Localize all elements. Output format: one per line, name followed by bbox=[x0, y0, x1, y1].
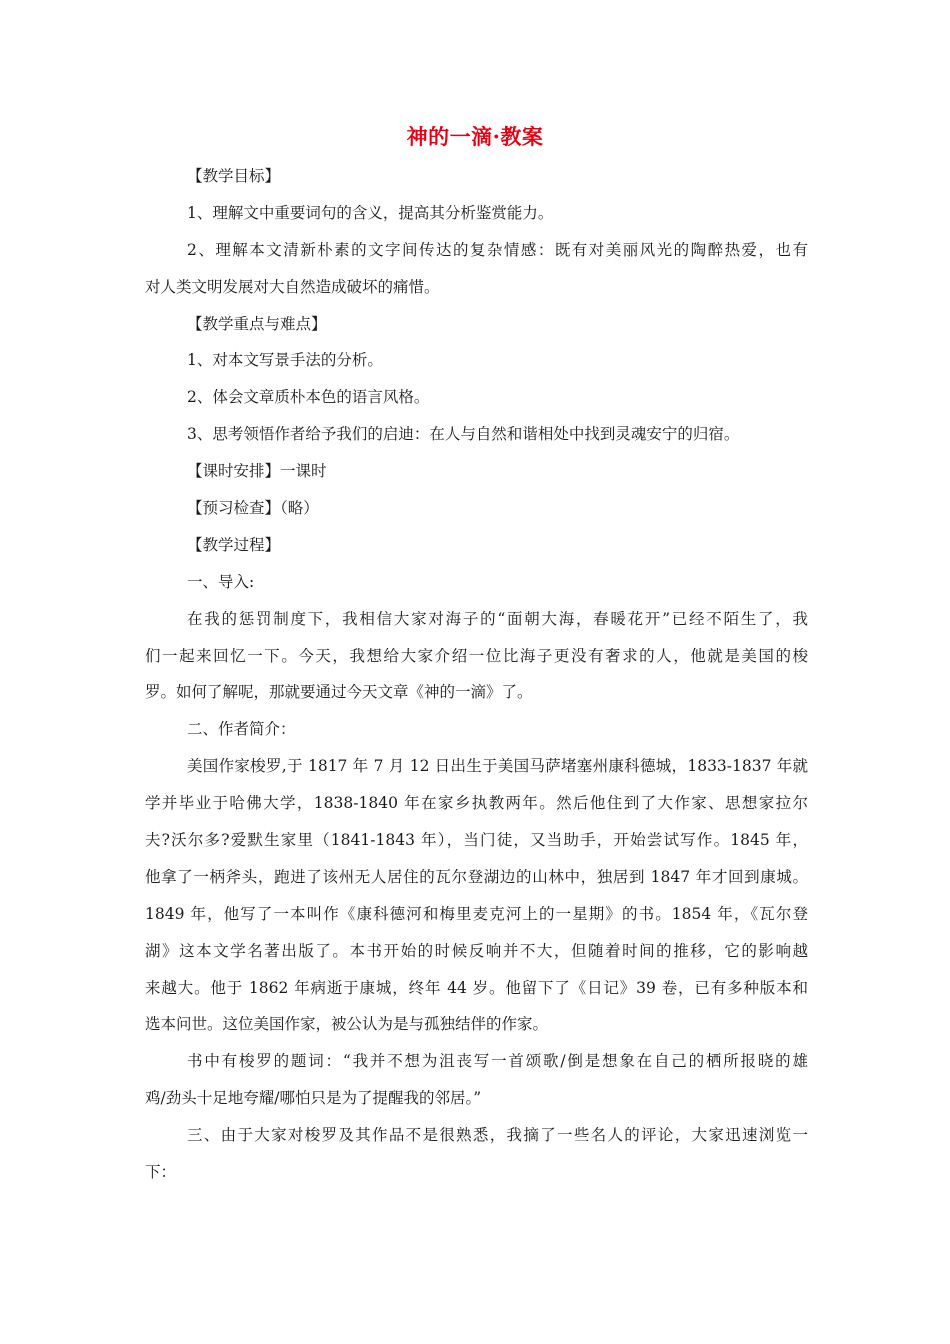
text-line: 一、导入: bbox=[187, 572, 255, 591]
text-line: 3、思考领悟作者给予我们的启迪：在人与自然和谐相处中找到灵魂安宁的归宿。 bbox=[187, 425, 740, 444]
text-line: 来越大。他于 1862 年病逝于康城，终年 44 岁。他留下了《日记》39 卷，已有多种版本和 bbox=[145, 978, 808, 997]
document-title: 神的一滴·教案 bbox=[406, 124, 544, 149]
text-line: 他拿了一柄斧头，跑进了该州无人居住的瓦尔登湖边的山林中，独居到 1847 年才回到康城。 bbox=[145, 867, 808, 886]
text-line: 们一起来回忆一下。今天，我想给大家介绍一位比海子更没有奢求的人，他就是美国的梭 bbox=[145, 646, 808, 665]
text-line: 对人类文明发展对大自然造成破坏的痛惜。 bbox=[145, 277, 440, 296]
text-line: 2、理解本文清新朴素的文字间传达的复杂情感：既有对美丽风光的陶醉热爱，也有 bbox=[187, 240, 808, 259]
text-line: 1、对本文写景手法的分析。 bbox=[187, 351, 383, 370]
text-line: 二、作者简介： bbox=[187, 720, 296, 739]
text-line: 选本问世。这位美国作家，被公认为是与孤独结伴的作家。 bbox=[145, 1015, 549, 1034]
text-line: 美国作家梭罗,于 1817 年 7 月 12 日出生于美国马萨堵塞州康科德城，1833-1837 年就 bbox=[187, 757, 808, 776]
text-line: 1、理解文中重要词句的含义，提高其分析鉴赏能力。 bbox=[187, 203, 554, 222]
text-line: 夫?沃尔多?爱默生家里（1841-1843 年），当门徒，又当助手，开始尝试写作。1845 年， bbox=[145, 831, 808, 850]
text-line: 1849 年，他写了一本叫作《康科德河和梅里麦克河上的一星期》的书。1854 年，《瓦尔登 bbox=[145, 904, 808, 923]
text-line: 学并毕业于哈佛大学，1838-1840 年在家乡执教两年。然后他住到了大作家、思想家拉尔 bbox=[145, 794, 808, 813]
text-line: 罗。如何了解呢，那就要通过今天文章《神的一滴》了。 bbox=[145, 683, 533, 702]
text-line: 【教学过程】 bbox=[187, 535, 281, 554]
text-line: 鸡/劲头十足地夸耀/哪怕只是为了提醒我的邻居。” bbox=[145, 1089, 482, 1108]
text-line: 2、体会文章质朴本色的语言风格。 bbox=[187, 388, 430, 407]
text-line: 在我的惩罚制度下，我相信大家对海子的“面朝大海，春暖花开”已经不陌生了，我 bbox=[187, 609, 808, 628]
text-line: 下： bbox=[145, 1163, 177, 1182]
document-body bbox=[145, 158, 808, 1191]
text-line: 湖》这本文学名著出版了。本书开始的时候反响并不大，但随着时间的推移，它的影响越 bbox=[145, 941, 808, 960]
text-line: 【教学目标】 bbox=[187, 167, 281, 185]
text-line: 【课时安排】一课时 bbox=[187, 462, 327, 481]
text-line: 【教学重点与难点】 bbox=[187, 314, 327, 333]
text-line: 书中有梭罗的题词：“我并不想为沮丧写一首颂歌/倒是想象在自己的栖所报晓的雄 bbox=[187, 1052, 808, 1071]
text-line: 【预习检查】（略） bbox=[187, 499, 319, 518]
text-line: 三、由于大家对梭罗及其作品不是很熟悉，我摘了一些名人的评论，大家迅速浏览一 bbox=[187, 1126, 808, 1145]
